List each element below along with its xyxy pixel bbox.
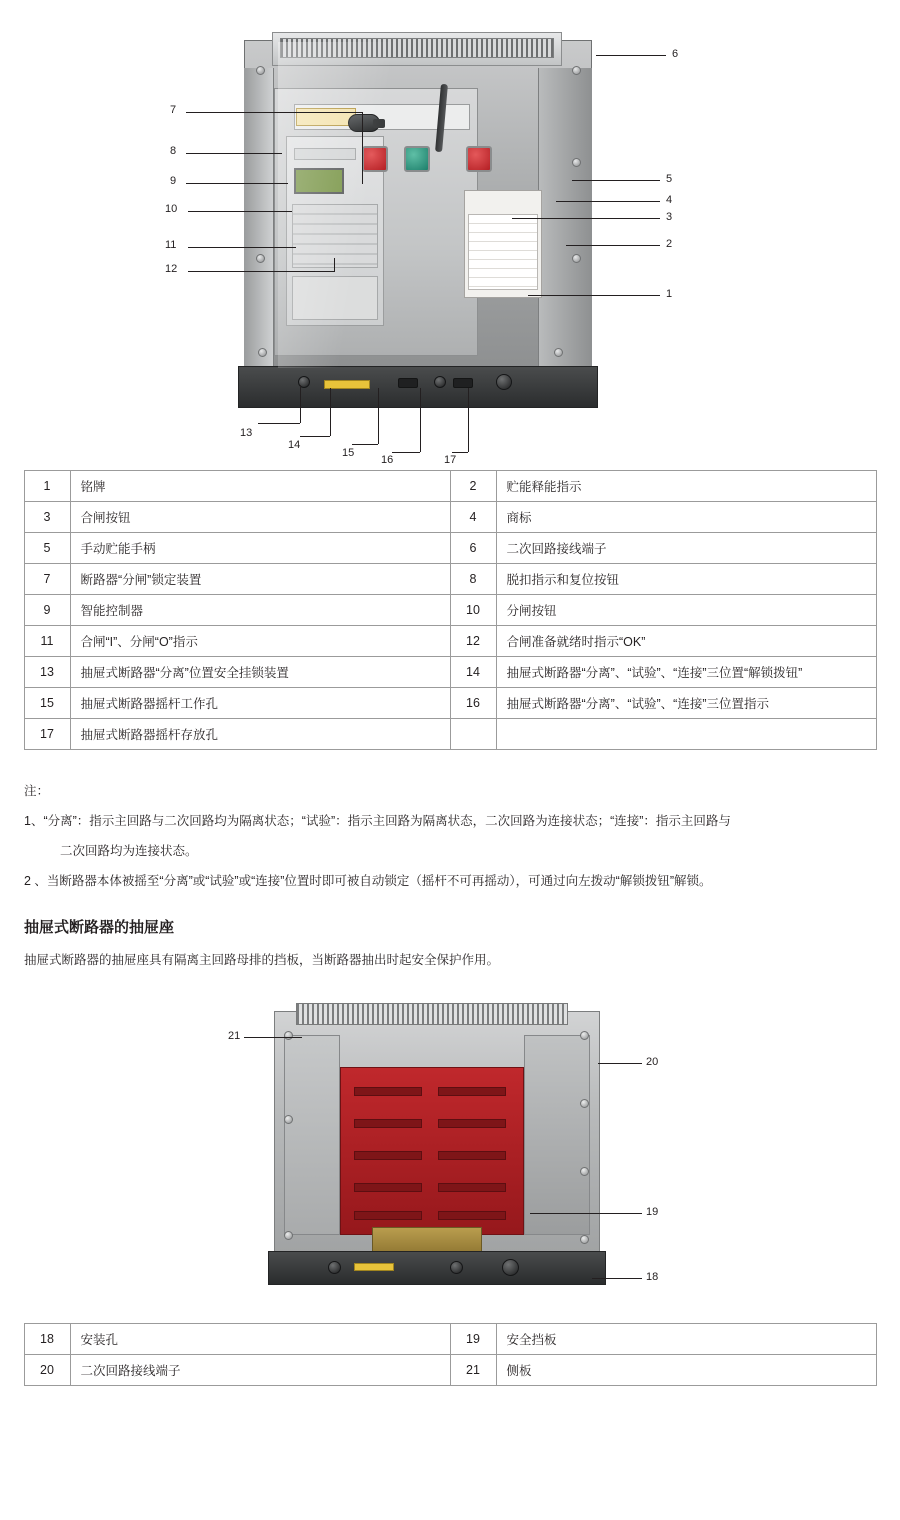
table-row <box>24 1324 876 1355</box>
leader-line-12b <box>334 258 335 272</box>
callout-1: 1 <box>666 288 673 300</box>
callout-9: 9 <box>170 175 177 187</box>
callout-14: 14 <box>288 439 301 451</box>
mounting-screw <box>580 1099 589 1108</box>
notes-block <box>24 776 876 896</box>
table-row <box>24 533 876 564</box>
part-name <box>496 719 876 750</box>
leader-line-2 <box>566 245 660 246</box>
callout-10: 10 <box>165 203 178 215</box>
part-name: 贮能释能指示 <box>496 471 876 502</box>
notes-title: 注： <box>24 784 50 798</box>
leader-line-9 <box>186 183 288 184</box>
callout-20: 20 <box>646 1056 659 1068</box>
leader-line-6 <box>596 55 666 56</box>
table-row <box>24 626 876 657</box>
table-row <box>24 719 876 750</box>
close-button <box>404 146 430 172</box>
part-name: 商标 <box>496 502 876 533</box>
note-item-2: 2 、当断路器本体被摇至“分离”或“试验”或“连接”位置时即可被自动锁定（摇杆不可再摇动），可通过向左拨动“解锁拨钮”解锁。 <box>24 874 712 888</box>
screw <box>572 158 581 167</box>
shutter-slot <box>354 1087 422 1096</box>
callout-16: 16 <box>381 454 394 466</box>
parts-table-1 <box>24 470 877 750</box>
part-name: 断路器“分闸”锁定装置 <box>70 564 450 595</box>
screw <box>572 66 581 75</box>
part-name: 抽屉式断路器“分离”、“试验”、“连接”三位置指示 <box>496 688 876 719</box>
screw <box>256 254 265 263</box>
part-index: 4 <box>450 502 496 533</box>
table-row <box>24 502 876 533</box>
screw <box>258 348 267 357</box>
callout-7: 7 <box>170 104 177 116</box>
leader-line-16a <box>420 388 421 452</box>
leader-line-7a <box>186 112 362 113</box>
shutter-slot <box>438 1183 506 1192</box>
section-heading: 抽屉式断路器的抽屉座 <box>24 919 175 936</box>
part-name: 安装孔 <box>70 1324 450 1355</box>
callout-4: 4 <box>666 194 673 206</box>
breaker-base <box>238 366 598 408</box>
leader-line-21 <box>244 1037 302 1038</box>
leader-line-13a <box>300 385 301 423</box>
figure-breaker-front <box>0 0 900 470</box>
callout-5: 5 <box>666 173 673 185</box>
controller-lcd-screen <box>294 168 344 194</box>
cradle-racking-port <box>450 1261 463 1274</box>
cradle-handle-storage <box>502 1259 519 1276</box>
shutter-slot <box>438 1119 506 1128</box>
note-item-1 <box>24 806 876 866</box>
warning-label <box>296 108 356 126</box>
leader-line-8 <box>186 153 282 154</box>
leader-line-10 <box>188 211 292 212</box>
part-index: 17 <box>24 719 70 750</box>
secondary-terminal-block <box>280 38 554 58</box>
shutter-slot <box>354 1183 422 1192</box>
part-index: 2 <box>450 471 496 502</box>
leader-line-7b <box>362 112 363 184</box>
shutter-slot <box>354 1119 422 1128</box>
part-index: 9 <box>24 595 70 626</box>
callout-8: 8 <box>170 145 177 157</box>
part-name: 二次回路接线端子 <box>496 533 876 564</box>
leader-line-17b <box>452 452 468 453</box>
mounting-screw <box>580 1031 589 1040</box>
part-name: 二次回路接线端子 <box>70 1355 450 1386</box>
leader-line-14b <box>300 436 330 437</box>
leader-line-18 <box>592 1278 642 1279</box>
part-name: 抽屉式断路器摇杆工作孔 <box>70 688 450 719</box>
callout-13: 13 <box>240 427 253 439</box>
part-index: 8 <box>450 564 496 595</box>
cradle-side-plate-right <box>524 1035 590 1235</box>
nameplate-rows <box>468 214 538 290</box>
part-index: 15 <box>24 688 70 719</box>
table-row <box>24 1355 876 1386</box>
part-index: 5 <box>24 533 70 564</box>
part-name: 侧板 <box>496 1355 876 1386</box>
part-index: 21 <box>450 1355 496 1386</box>
leader-line-3 <box>512 218 660 219</box>
table-row <box>24 595 876 626</box>
part-name: 抽屉式断路器“分离”、“试验”、“连接”三位置“解锁拨钮” <box>496 657 876 688</box>
shutter-slot <box>438 1087 506 1096</box>
part-name: 抽屉式断路器“分离”位置安全挂锁装置 <box>70 657 450 688</box>
leader-line-15a <box>378 388 379 444</box>
breaker-illustration <box>238 18 598 408</box>
callout-2: 2 <box>666 238 673 250</box>
shutter-slot <box>354 1211 422 1220</box>
lockout-device <box>348 114 380 132</box>
part-index: 10 <box>450 595 496 626</box>
breaker-left-column <box>244 68 274 368</box>
screw <box>256 66 265 75</box>
racking-handle-port <box>434 376 446 388</box>
part-name: 铭牌 <box>70 471 450 502</box>
callout-18: 18 <box>646 1271 659 1283</box>
part-index: 6 <box>450 533 496 564</box>
controller-led-row <box>294 148 356 160</box>
callout-17: 17 <box>444 454 457 466</box>
part-index: 16 <box>450 688 496 719</box>
part-index <box>450 719 496 750</box>
part-name: 合闸准备就绪时指示“OK” <box>496 626 876 657</box>
part-index: 18 <box>24 1324 70 1355</box>
screw <box>554 348 563 357</box>
cradle-secondary-terminals <box>296 1003 568 1025</box>
unlock-toggle <box>398 378 418 388</box>
leader-line-15b <box>352 444 378 445</box>
leader-line-4 <box>556 201 660 202</box>
table-row <box>24 564 876 595</box>
callout-15: 15 <box>342 447 355 459</box>
callout-3: 3 <box>666 211 673 223</box>
leader-line-14a <box>330 388 331 436</box>
table-row <box>24 471 876 502</box>
mounting-screw <box>284 1231 293 1240</box>
part-name: 合闸“I”、分闸“O”指示 <box>70 626 450 657</box>
part-index: 7 <box>24 564 70 595</box>
leader-line-1 <box>528 295 660 296</box>
part-name: 智能控制器 <box>70 595 450 626</box>
part-name: 脱扣指示和复位按钮 <box>496 564 876 595</box>
part-index: 11 <box>24 626 70 657</box>
note-1-continued: 二次回路均为连接状态。 <box>60 844 198 858</box>
callout-6: 6 <box>672 48 679 60</box>
position-indicator-window <box>453 378 473 388</box>
mounting-hole <box>580 1235 589 1244</box>
leader-line-17a <box>468 388 469 452</box>
controller-lower-panel <box>292 276 378 320</box>
callout-19: 19 <box>646 1206 659 1218</box>
part-name: 分闸按钮 <box>496 595 876 626</box>
part-index: 20 <box>24 1355 70 1386</box>
cradle-padlock-hole <box>328 1261 341 1274</box>
leader-line-20 <box>598 1063 642 1064</box>
mounting-screw <box>580 1167 589 1176</box>
callout-11: 11 <box>165 239 177 251</box>
mounting-screw <box>284 1115 293 1124</box>
part-name: 合闸按钮 <box>70 502 450 533</box>
mounting-screw <box>284 1031 293 1040</box>
table-row <box>24 657 876 688</box>
section-body: 抽屉式断路器的抽屉座具有隔离主回路母排的挡板，当断路器抽出时起安全保护作用。 <box>24 953 500 967</box>
part-index: 1 <box>24 471 70 502</box>
cradle-illustration <box>262 995 612 1291</box>
shutter-slot <box>354 1151 422 1160</box>
cradle-position-label <box>354 1263 394 1271</box>
part-index: 12 <box>450 626 496 657</box>
screw <box>572 254 581 263</box>
part-name: 手动贮能手柄 <box>70 533 450 564</box>
part-index: 3 <box>24 502 70 533</box>
part-index: 13 <box>24 657 70 688</box>
figure-cradle <box>0 985 900 1305</box>
note-1-lead: 1、“分离”：指示主回路与二次回路均为隔离状态；“试验”：指示主回路为隔离状态，二次回路为连接状态；“连接”：指示主回路与 <box>24 814 731 828</box>
part-index: 14 <box>450 657 496 688</box>
cradle-side-plate-left <box>284 1035 340 1235</box>
cradle-base <box>268 1251 606 1285</box>
leader-line-16b <box>392 452 420 453</box>
leader-line-12a <box>188 271 334 272</box>
part-name: 抽屉式断路器摇杆存放孔 <box>70 719 450 750</box>
table-row <box>24 688 876 719</box>
shutter-slot <box>438 1151 506 1160</box>
leader-line-13b <box>258 423 300 424</box>
handle-storage-hole <box>496 374 512 390</box>
leader-line-11 <box>188 247 296 248</box>
callout-21: 21 <box>228 1030 241 1042</box>
parts-table-2 <box>24 1323 877 1386</box>
callout-12: 12 <box>165 263 178 275</box>
trip-reset-button <box>466 146 492 172</box>
controller-setting-rows <box>292 204 378 268</box>
part-name: 安全挡板 <box>496 1324 876 1355</box>
leader-line-5 <box>572 180 660 181</box>
open-button <box>362 146 388 172</box>
leader-line-19 <box>530 1213 642 1214</box>
shutter-slot <box>438 1211 506 1220</box>
part-index: 19 <box>450 1324 496 1355</box>
